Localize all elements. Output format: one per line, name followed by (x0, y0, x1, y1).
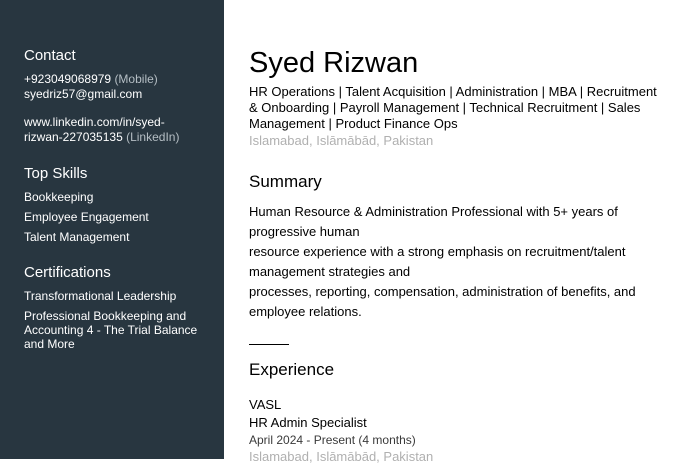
summary-line: processes, reporting, compensation, administration of benefits, and employee relations. (249, 284, 636, 319)
experience-location: Islamabad, Islāmābād, Pakistan (249, 449, 434, 464)
skills-heading: Top Skills (24, 165, 88, 182)
skill-item: Employee Engagement (24, 210, 149, 224)
sidebar (0, 0, 224, 459)
certification-item: Transformational Leadership (24, 289, 177, 303)
skills-section (24, 165, 220, 244)
linkedin-line2 (24, 130, 220, 145)
contact-section (24, 47, 220, 145)
linkedin-type: (LinkedIn) (126, 130, 180, 144)
linkedin-url-line1[interactable]: www.linkedin.com/in/syed- (24, 115, 165, 129)
experience-company: VASL (249, 397, 282, 412)
summary-text (249, 202, 659, 322)
summary-title: Summary (249, 172, 322, 191)
profile-headline: HR Operations | Talent Acquisition | Administration | MBA | Recruitment & Onboarding | Payroll Management | Technical Recruitment | Sales Management | Product Finance Ops (249, 84, 657, 131)
profile-name: Syed Rizwan (249, 47, 419, 79)
phone-type: (Mobile) (114, 72, 158, 86)
section-divider (249, 344, 289, 345)
phone-number[interactable]: +923049068979 (24, 72, 112, 86)
skill-item: Bookkeeping (24, 190, 94, 204)
experience-title: Experience (249, 360, 335, 379)
summary-line: Human Resource & Administration Professional with 5+ years of progressive human (249, 204, 618, 239)
summary-line: resource experience with a strong emphasis on recruitment/talent management strategies and (249, 244, 626, 279)
profile-location: Islamabad, Islāmābād, Pakistan (249, 133, 434, 148)
linkedin-url-line2[interactable]: rizwan-227035135 (24, 130, 123, 144)
skill-item: Talent Management (24, 230, 130, 244)
experience-role: HR Admin Specialist (249, 415, 367, 430)
email-address[interactable]: syedriz57@gmail.com (24, 87, 143, 101)
contact-heading: Contact (24, 47, 76, 64)
phone-line (24, 72, 220, 87)
experience-dates: April 2024 - Present (4 months) (249, 433, 416, 447)
certifications-section (24, 264, 220, 351)
certifications-heading: Certifications (24, 264, 111, 281)
certification-item: Professional Bookkeeping and Accounting 4 - The Trial Balance and More (24, 309, 198, 351)
